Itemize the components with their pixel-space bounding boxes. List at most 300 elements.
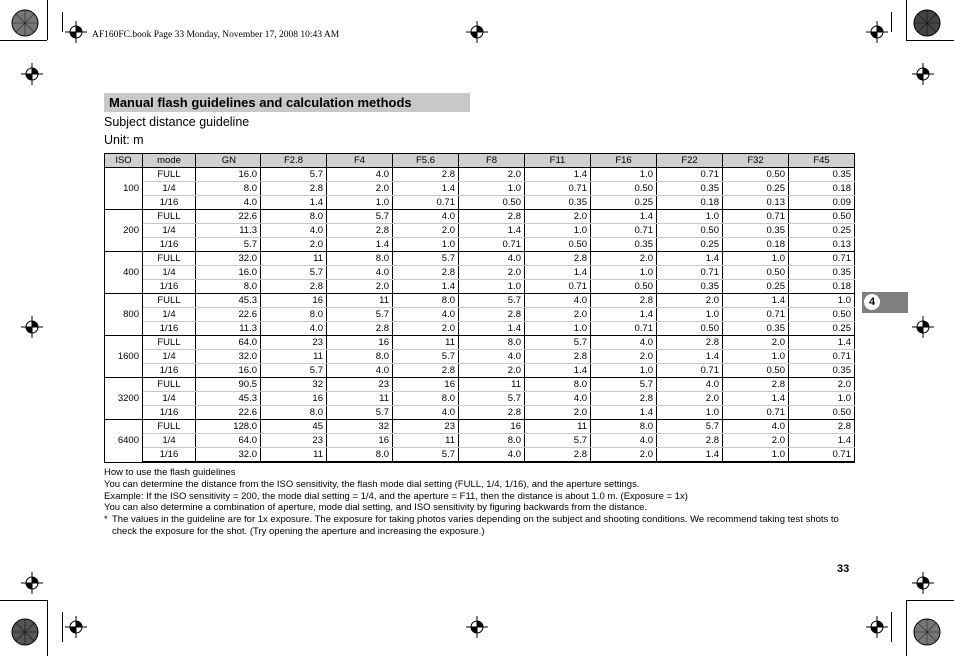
value-cell: 5.7: [657, 420, 723, 434]
value-cell: 2.8: [327, 224, 393, 238]
registration-mark-icon: [21, 316, 43, 338]
value-cell: 0.71: [657, 168, 723, 182]
value-cell: 1.0: [393, 238, 459, 252]
mode-cell: 1/4: [143, 350, 196, 364]
value-cell: 16: [261, 294, 327, 308]
value-cell: 16.0: [196, 364, 261, 378]
value-cell: 2.0: [657, 392, 723, 406]
table-row: [105, 448, 855, 463]
value-cell: 11: [393, 434, 459, 448]
column-header: F5.6: [393, 154, 459, 168]
value-cell: 2.0: [591, 252, 657, 266]
value-cell: 5.7: [261, 168, 327, 182]
value-cell: 2.0: [393, 322, 459, 336]
value-cell: 64.0: [196, 336, 261, 350]
value-cell: 2.8: [261, 182, 327, 196]
value-cell: 45.3: [196, 392, 261, 406]
mode-cell: 1/4: [143, 266, 196, 280]
value-cell: 2.0: [789, 378, 855, 392]
value-cell: 2.8: [327, 322, 393, 336]
value-cell: 0.50: [657, 224, 723, 238]
value-cell: 1.0: [459, 182, 525, 196]
value-cell: 1.4: [657, 448, 723, 463]
value-cell: 0.35: [525, 196, 591, 210]
value-cell: 32: [327, 420, 393, 434]
unit-label: Unit: m: [104, 133, 144, 147]
value-cell: 0.35: [789, 266, 855, 280]
value-cell: 0.71: [723, 210, 789, 224]
value-cell: 2.8: [591, 392, 657, 406]
iso-cell: 6400: [105, 420, 143, 463]
value-cell: 5.7: [261, 266, 327, 280]
value-cell: 2.8: [459, 406, 525, 420]
asterisk-note: [104, 514, 864, 538]
value-cell: 2.0: [393, 224, 459, 238]
column-header: ISO: [105, 154, 143, 168]
table-row: [105, 308, 855, 322]
value-cell: 4.0: [723, 420, 789, 434]
print-header: AF160FC.book Page 33 Monday, November 17, 2008 10:43 AM: [92, 30, 340, 40]
iso-group: [105, 420, 855, 463]
value-cell: 4.0: [525, 294, 591, 308]
iso-cell: 400: [105, 252, 143, 294]
value-cell: 0.71: [789, 252, 855, 266]
value-cell: 1.0: [525, 322, 591, 336]
iso-group: [105, 336, 855, 378]
value-cell: 0.13: [789, 238, 855, 252]
mode-cell: 1/16: [143, 238, 196, 252]
value-cell: 4.0: [327, 364, 393, 378]
value-cell: 0.35: [723, 322, 789, 336]
value-cell: 0.71: [459, 238, 525, 252]
value-cell: 0.35: [657, 280, 723, 294]
column-header: F4: [327, 154, 393, 168]
value-cell: 1.4: [459, 322, 525, 336]
table-header-row: [105, 154, 855, 168]
value-cell: 1.4: [657, 350, 723, 364]
iso-cell: 100: [105, 168, 143, 210]
value-cell: 11.3: [196, 224, 261, 238]
value-cell: 0.71: [591, 224, 657, 238]
value-cell: 0.50: [789, 308, 855, 322]
value-cell: 2.8: [525, 350, 591, 364]
column-header: F11: [525, 154, 591, 168]
table-row: [105, 392, 855, 406]
crop-mark: [62, 612, 63, 642]
value-cell: 2.0: [261, 238, 327, 252]
value-cell: 11: [261, 448, 327, 463]
value-cell: 1.0: [789, 294, 855, 308]
crop-mark: [62, 12, 63, 32]
value-cell: 1.4: [261, 196, 327, 210]
notes-line: How to use the flash guidelines: [104, 467, 236, 478]
value-cell: 0.71: [393, 196, 459, 210]
iso-group: [105, 210, 855, 252]
value-cell: 0.50: [789, 406, 855, 420]
value-cell: 1.4: [723, 392, 789, 406]
value-cell: 5.7: [525, 336, 591, 350]
registration-mark-icon: [466, 21, 488, 43]
value-cell: 1.0: [525, 224, 591, 238]
column-header: F45: [789, 154, 855, 168]
value-cell: 1.4: [591, 210, 657, 224]
value-cell: 5.7: [196, 238, 261, 252]
table-row: [105, 378, 855, 392]
value-cell: 16: [393, 378, 459, 392]
value-cell: 5.7: [261, 364, 327, 378]
mode-cell: FULL: [143, 294, 196, 308]
value-cell: 2.0: [459, 364, 525, 378]
value-cell: 32.0: [196, 350, 261, 364]
page-number: 33: [837, 563, 850, 575]
value-cell: 32: [261, 378, 327, 392]
table-row: [105, 350, 855, 364]
value-cell: 23: [261, 434, 327, 448]
registration-mark-icon: [912, 316, 934, 338]
usage-notes: [104, 467, 864, 538]
value-cell: 0.25: [723, 280, 789, 294]
registration-mark-icon: [866, 616, 888, 638]
value-cell: 0.50: [459, 196, 525, 210]
value-cell: 32.0: [196, 448, 261, 463]
value-cell: 4.0: [459, 350, 525, 364]
value-cell: 45.3: [196, 294, 261, 308]
value-cell: 4.0: [393, 210, 459, 224]
value-cell: 5.7: [327, 308, 393, 322]
value-cell: 4.0: [459, 448, 525, 463]
crop-mark: [891, 612, 892, 642]
flash-guideline-table: [104, 153, 855, 463]
value-cell: 2.0: [525, 308, 591, 322]
value-cell: 0.50: [657, 322, 723, 336]
value-cell: 5.7: [393, 252, 459, 266]
value-cell: 2.0: [723, 434, 789, 448]
value-cell: 32.0: [196, 252, 261, 266]
value-cell: 8.0: [459, 434, 525, 448]
value-cell: 0.71: [525, 182, 591, 196]
value-cell: 1.0: [657, 308, 723, 322]
registration-mark-icon: [21, 63, 43, 85]
value-cell: 5.7: [393, 448, 459, 463]
value-cell: 2.0: [459, 266, 525, 280]
value-cell: 8.0: [327, 350, 393, 364]
value-cell: 2.8: [393, 266, 459, 280]
value-cell: 16: [327, 336, 393, 350]
crop-mark: [0, 600, 47, 601]
value-cell: 4.0: [459, 252, 525, 266]
table-row: [105, 280, 855, 294]
value-cell: 11: [327, 294, 393, 308]
column-header: F16: [591, 154, 657, 168]
value-cell: 2.0: [723, 336, 789, 350]
mode-cell: 1/16: [143, 322, 196, 336]
value-cell: 4.0: [196, 196, 261, 210]
table-row: [105, 182, 855, 196]
value-cell: 1.4: [327, 238, 393, 252]
value-cell: 0.18: [789, 182, 855, 196]
table-row: [105, 224, 855, 238]
value-cell: 0.71: [789, 448, 855, 463]
mode-cell: FULL: [143, 336, 196, 350]
value-cell: 0.50: [789, 210, 855, 224]
value-cell: 8.0: [261, 308, 327, 322]
value-cell: 8.0: [525, 378, 591, 392]
value-cell: 23: [393, 420, 459, 434]
registration-mark-icon: [866, 21, 888, 43]
table-row: [105, 238, 855, 252]
value-cell: 0.25: [723, 182, 789, 196]
value-cell: 11: [459, 378, 525, 392]
table-row: [105, 406, 855, 420]
value-cell: 1.4: [723, 294, 789, 308]
column-header: mode: [143, 154, 196, 168]
value-cell: 64.0: [196, 434, 261, 448]
corner-rosette-icon: [913, 618, 941, 646]
mode-cell: 1/16: [143, 280, 196, 294]
crop-mark: [906, 0, 907, 40]
value-cell: 2.8: [393, 364, 459, 378]
value-cell: 1.0: [591, 364, 657, 378]
value-cell: 0.25: [657, 238, 723, 252]
registration-mark-icon: [466, 616, 488, 638]
mode-cell: 1/16: [143, 448, 196, 463]
table-row: [105, 336, 855, 350]
value-cell: 11: [525, 420, 591, 434]
table-row: [105, 434, 855, 448]
value-cell: 2.8: [789, 420, 855, 434]
mode-cell: 1/4: [143, 182, 196, 196]
value-cell: 16.0: [196, 266, 261, 280]
iso-group: [105, 168, 855, 210]
column-header: F22: [657, 154, 723, 168]
table-subtitle: Subject distance guideline: [104, 115, 250, 129]
value-cell: 0.50: [591, 182, 657, 196]
value-cell: 1.4: [789, 336, 855, 350]
column-header: GN: [196, 154, 261, 168]
value-cell: 0.71: [591, 322, 657, 336]
mode-cell: 1/4: [143, 224, 196, 238]
value-cell: 11: [393, 336, 459, 350]
value-cell: 0.09: [789, 196, 855, 210]
registration-mark-icon: [912, 63, 934, 85]
iso-cell: 3200: [105, 378, 143, 420]
value-cell: 0.35: [789, 364, 855, 378]
mode-cell: 1/16: [143, 364, 196, 378]
value-cell: 0.25: [789, 322, 855, 336]
table-row: [105, 322, 855, 336]
mode-cell: 1/4: [143, 308, 196, 322]
mode-cell: FULL: [143, 252, 196, 266]
value-cell: 2.0: [327, 280, 393, 294]
mode-cell: FULL: [143, 210, 196, 224]
crop-mark: [906, 600, 954, 601]
crop-mark: [906, 600, 907, 656]
value-cell: 1.4: [459, 224, 525, 238]
table-row: [105, 210, 855, 224]
crop-mark: [906, 40, 954, 41]
value-cell: 5.7: [591, 378, 657, 392]
value-cell: 2.8: [459, 308, 525, 322]
asterisk-mark: *: [104, 514, 108, 526]
value-cell: 1.4: [393, 182, 459, 196]
value-cell: 5.7: [327, 210, 393, 224]
registration-mark-icon: [21, 572, 43, 594]
value-cell: 4.0: [327, 266, 393, 280]
value-cell: 0.35: [789, 168, 855, 182]
value-cell: 5.7: [393, 350, 459, 364]
value-cell: 1.4: [525, 168, 591, 182]
value-cell: 8.0: [393, 392, 459, 406]
mode-cell: 1/4: [143, 434, 196, 448]
value-cell: 5.7: [525, 434, 591, 448]
registration-mark-icon: [912, 572, 934, 594]
value-cell: 4.0: [393, 308, 459, 322]
chapter-number: 4: [864, 294, 880, 310]
value-cell: 1.0: [723, 350, 789, 364]
value-cell: 2.8: [657, 336, 723, 350]
value-cell: 1.0: [591, 168, 657, 182]
value-cell: 0.35: [723, 224, 789, 238]
value-cell: 16: [459, 420, 525, 434]
value-cell: 2.8: [657, 434, 723, 448]
column-header: F2.8: [261, 154, 327, 168]
value-cell: 2.8: [525, 448, 591, 463]
iso-cell: 1600: [105, 336, 143, 378]
value-cell: 2.0: [657, 294, 723, 308]
corner-rosette-icon: [11, 9, 39, 37]
value-cell: 23: [327, 378, 393, 392]
value-cell: 11: [261, 252, 327, 266]
value-cell: 8.0: [393, 294, 459, 308]
iso-group: [105, 252, 855, 294]
value-cell: 1.4: [525, 266, 591, 280]
asterisk-note-text: The values in the guideline are for 1x exposure. The exposure for taking photos varies depending on the subject and shooting conditions. We recommend taking test shots to check the exposure for the shot. (Try opening the aperture and increasing the exposure.): [112, 514, 839, 537]
notes-line: You can also determine a combination of aperture, mode dial setting, and ISO sensitivity by figuring backwards from the distance.: [104, 502, 648, 514]
crop-mark: [0, 40, 47, 41]
value-cell: 8.0: [327, 252, 393, 266]
value-cell: 4.0: [591, 434, 657, 448]
value-cell: 1.4: [591, 406, 657, 420]
value-cell: 11.3: [196, 322, 261, 336]
value-cell: 0.18: [789, 280, 855, 294]
mode-cell: 1/16: [143, 196, 196, 210]
value-cell: 1.4: [393, 280, 459, 294]
value-cell: 0.71: [657, 364, 723, 378]
value-cell: 0.13: [723, 196, 789, 210]
notes-line: Example: If the ISO sensitivity = 200, the mode dial setting = 1/4, and the aperture = F11, then the distance is about 1.0 m. (Exposure = 1x): [104, 490, 688, 502]
value-cell: 23: [261, 336, 327, 350]
iso-group: [105, 294, 855, 336]
value-cell: 1.4: [789, 434, 855, 448]
value-cell: 2.8: [723, 378, 789, 392]
iso-cell: 800: [105, 294, 143, 336]
table-row: [105, 168, 855, 182]
table-row: [105, 266, 855, 280]
value-cell: 2.0: [591, 448, 657, 463]
value-cell: 2.8: [393, 168, 459, 182]
value-cell: 4.0: [327, 168, 393, 182]
value-cell: 0.25: [789, 224, 855, 238]
value-cell: 1.4: [657, 252, 723, 266]
value-cell: 16: [327, 434, 393, 448]
mode-cell: 1/16: [143, 406, 196, 420]
value-cell: 11: [261, 350, 327, 364]
table-row: [105, 196, 855, 210]
value-cell: 4.0: [591, 336, 657, 350]
value-cell: 0.50: [591, 280, 657, 294]
column-header: F8: [459, 154, 525, 168]
registration-mark-icon: [65, 21, 87, 43]
value-cell: 4.0: [657, 378, 723, 392]
value-cell: 1.0: [657, 210, 723, 224]
mode-cell: FULL: [143, 378, 196, 392]
value-cell: 0.71: [789, 350, 855, 364]
value-cell: 8.0: [327, 448, 393, 463]
value-cell: 2.0: [327, 182, 393, 196]
table-row: [105, 420, 855, 434]
value-cell: 4.0: [261, 224, 327, 238]
value-cell: 4.0: [525, 392, 591, 406]
value-cell: 0.50: [525, 238, 591, 252]
value-cell: 8.0: [261, 406, 327, 420]
value-cell: 8.0: [196, 182, 261, 196]
table-row: [105, 294, 855, 308]
value-cell: 2.0: [525, 210, 591, 224]
value-cell: 0.35: [657, 182, 723, 196]
notes-line: You can determine the distance from the ISO sensitivity, the flash mode dial setting (FULL, 1/4, 1/16), and the aperture settings.: [104, 478, 640, 490]
value-cell: 8.0: [196, 280, 261, 294]
value-cell: 22.6: [196, 406, 261, 420]
value-cell: 1.4: [525, 364, 591, 378]
value-cell: 8.0: [459, 336, 525, 350]
value-cell: 16: [261, 392, 327, 406]
value-cell: 1.4: [591, 308, 657, 322]
value-cell: 0.18: [723, 238, 789, 252]
value-cell: 4.0: [261, 322, 327, 336]
value-cell: 0.50: [723, 168, 789, 182]
value-cell: 8.0: [591, 420, 657, 434]
value-cell: 11: [327, 392, 393, 406]
value-cell: 45: [261, 420, 327, 434]
value-cell: 0.25: [591, 196, 657, 210]
crop-mark: [47, 600, 48, 656]
value-cell: 5.7: [459, 392, 525, 406]
value-cell: 0.71: [525, 280, 591, 294]
value-cell: 22.6: [196, 308, 261, 322]
value-cell: 2.8: [525, 252, 591, 266]
value-cell: 1.0: [657, 406, 723, 420]
iso-group: [105, 378, 855, 420]
section-title: Manual flash guidelines and calculation methods: [104, 93, 470, 112]
value-cell: 16.0: [196, 168, 261, 182]
value-cell: 0.71: [657, 266, 723, 280]
value-cell: 2.0: [591, 350, 657, 364]
iso-cell: 200: [105, 210, 143, 252]
mode-cell: FULL: [143, 420, 196, 434]
value-cell: 22.6: [196, 210, 261, 224]
value-cell: 5.7: [327, 406, 393, 420]
corner-rosette-icon: [11, 618, 39, 646]
value-cell: 1.0: [789, 392, 855, 406]
value-cell: 0.18: [657, 196, 723, 210]
crop-mark: [891, 12, 892, 32]
value-cell: 1.0: [723, 448, 789, 463]
table-row: [105, 252, 855, 266]
value-cell: 1.0: [459, 280, 525, 294]
value-cell: 1.0: [327, 196, 393, 210]
value-cell: 8.0: [261, 210, 327, 224]
value-cell: 2.8: [459, 210, 525, 224]
